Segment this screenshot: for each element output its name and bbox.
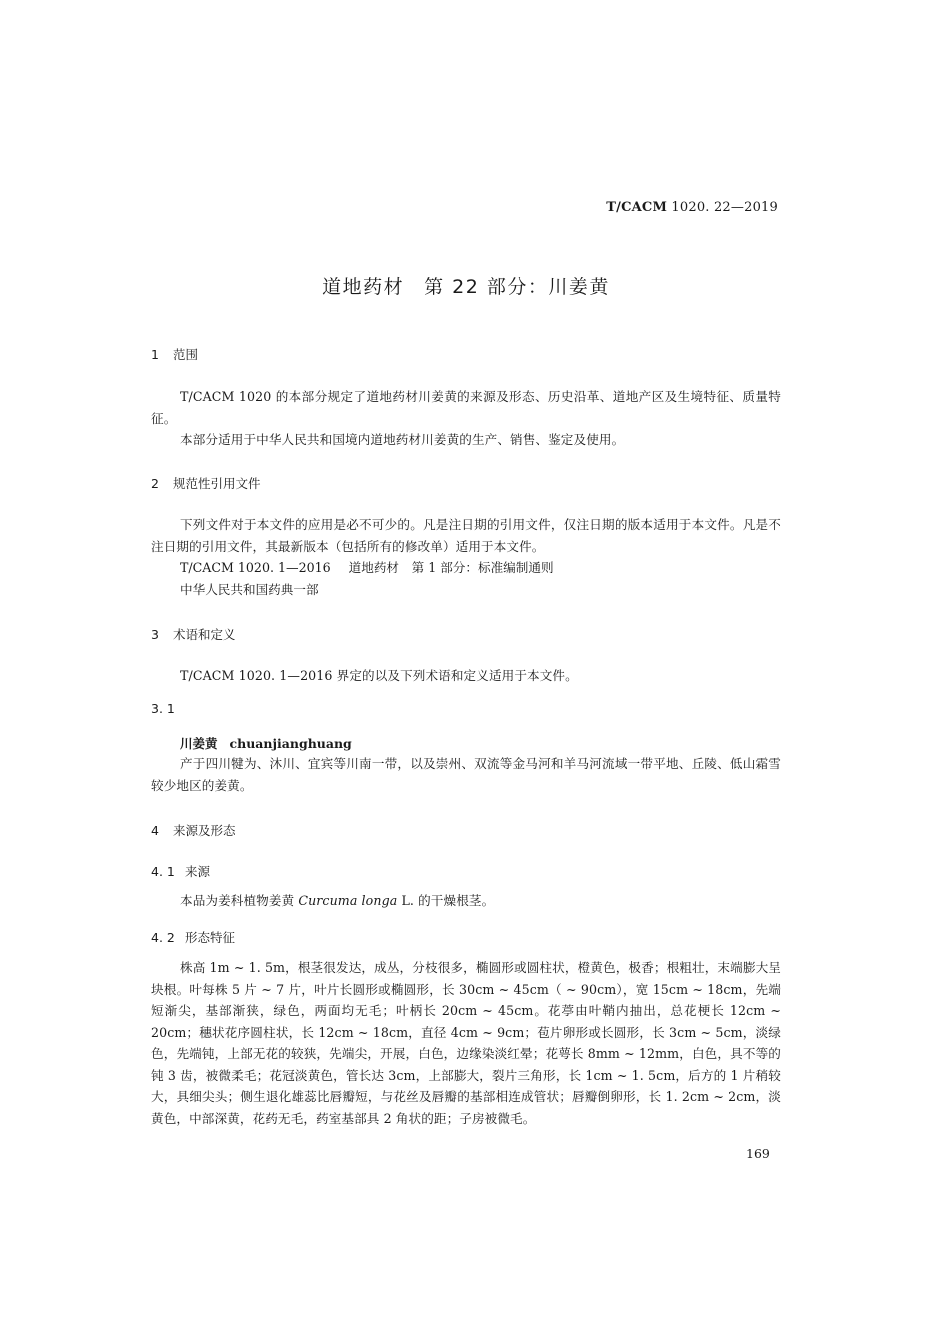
standard-code: [606, 200, 778, 215]
document-title: [0, 272, 932, 299]
source-text: L. 的干燥根茎。: [397, 893, 495, 908]
paragraph: 产于四川犍为、沐川、宜宾等川南一带，以及崇州、双流等金马河和羊马河流域一带平地、丘陵、低山霜雪较少地区的姜黄。: [151, 756, 781, 793]
section-1-body: [151, 386, 781, 451]
reference-title: 道地药材 第 1 部分：标准编制通则: [348, 560, 554, 575]
paragraph: [151, 890, 781, 912]
section-3-body: [151, 665, 781, 687]
term-entry: [151, 734, 810, 752]
term-chinese: 川姜黄: [180, 736, 218, 751]
section-2-heading: [151, 474, 781, 492]
subsection-title: 来源: [185, 864, 211, 879]
section-3-heading: [151, 625, 781, 643]
paragraph: 株高 1m ~ 1. 5m，根茎很发达，成丛，分枝很多，椭圆形或圆柱状，橙黄色，极香；根粗壮，末端膨大呈块根。叶每株 5 片 ~ 7 片，叶片长圆形或椭圆形，长 30cm ~ 45cm（ ~ 90cm），宽 15cm ~ 18cm，先端短渐尖，基部渐狭，绿色，两面均无毛；叶柄长 20cm ~ 45cm。花葶由叶鞘内抽出，总花梗长 12cm ~ 20cm；穗状花序圆柱状，长 12cm ~ 18cm，直径 4cm ~ 9cm；苞片卵形或长圆形，长 3cm ~ 5cm，淡绿色，先端钝，上部无花的较狭，先端尖，开展，白色，边缘染淡红晕；花萼长 8mm ~ 12mm，白色，具不等的钝 3 齿，被微柔毛；花冠淡黄色，管长达 3cm，上部膨大，裂片三角形，长 1cm ~ 1. 5cm，后方的 1 片稍较大，具细尖头；侧生退化雄蕊比唇瓣短，与花丝及唇瓣的基部相连成管状；唇瓣倒卵形，长 1. 2cm ~ 2cm，淡黄色，中部深黄，花药无毛，药室基部具 2 角状的距；子房被微毛。: [151, 960, 781, 1126]
section-title: 范围: [173, 347, 199, 362]
source-paragraph: [151, 890, 781, 912]
subsection-3-1-number: 3. 1: [151, 701, 175, 716]
term-definition: [151, 753, 781, 796]
section-title: 来源及形态: [173, 823, 236, 838]
subsection-title: 形态特征: [185, 930, 236, 945]
subsection-4-1-heading: [151, 862, 781, 880]
source-text: 本品为姜科植物姜黄: [180, 893, 299, 908]
paragraph: T/CACM 1020 的本部分规定了道地药材川姜黄的来源及形态、历史沿革、道地产区及生境特征、质量特征。: [151, 389, 781, 426]
page-number: 169: [746, 1146, 770, 1161]
standard-org: T/CACM: [606, 200, 668, 215]
section-4-heading: [151, 821, 781, 839]
normative-reference: [151, 557, 781, 579]
subsection-4-2-heading: [151, 928, 781, 946]
section-number: 3: [151, 627, 159, 642]
section-title: 术语和定义: [173, 627, 236, 642]
title-part2: 第 22 部分：川姜黄: [424, 276, 610, 298]
subsection-number: 4. 1: [151, 864, 175, 879]
section-number: 1: [151, 347, 159, 362]
paragraph: T/CACM 1020. 1—2016 界定的以及下列术语和定义适用于本文件。: [180, 668, 578, 683]
section-number: 4: [151, 823, 159, 838]
paragraph: 下列文件对于本文件的应用是必不可少的。凡是注日期的引用文件，仅注日期的版本适用于本文件。凡是不注日期的引用文件，其最新版本（包括所有的修改单）适用于本文件。: [151, 517, 781, 554]
section-title: 规范性引用文件: [173, 476, 261, 491]
title-part1: 道地药材: [322, 276, 405, 298]
section-1-heading: [151, 345, 781, 363]
section-number: 2: [151, 476, 159, 491]
reference-code: T/CACM 1020. 1—2016: [180, 560, 331, 575]
morphology-body: [151, 957, 781, 1129]
subsection-number: 4. 2: [151, 930, 175, 945]
term-pinyin: chuanjianghuang: [229, 736, 352, 751]
normative-reference: 中华人民共和国药典一部: [180, 581, 319, 597]
latin-name: Curcuma longa: [298, 893, 398, 908]
paragraph: 本部分适用于中华人民共和国境内道地药材川姜黄的生产、销售、鉴定及使用。: [180, 432, 625, 447]
standard-number: 1020. 22—2019: [667, 200, 778, 215]
section-2-body: [151, 514, 781, 600]
